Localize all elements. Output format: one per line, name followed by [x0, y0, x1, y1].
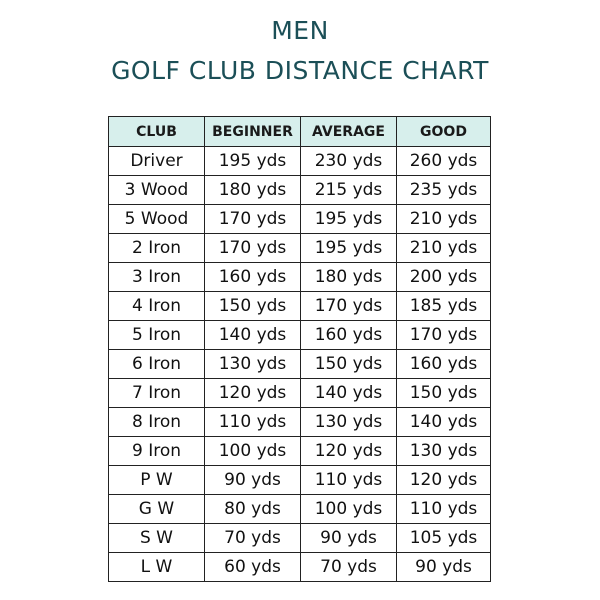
cell-club: P W	[109, 466, 205, 495]
cell-average: 150 yds	[301, 350, 397, 379]
cell-good: 90 yds	[397, 553, 491, 582]
table-row	[109, 176, 491, 205]
cell-beginner: 100 yds	[205, 437, 301, 466]
table-row	[109, 205, 491, 234]
cell-club: 7 Iron	[109, 379, 205, 408]
table-row	[109, 553, 491, 582]
cell-club: S W	[109, 524, 205, 553]
cell-club: G W	[109, 495, 205, 524]
cell-good: 260 yds	[397, 147, 491, 176]
cell-good: 160 yds	[397, 350, 491, 379]
cell-beginner: 170 yds	[205, 234, 301, 263]
cell-beginner: 130 yds	[205, 350, 301, 379]
cell-good: 120 yds	[397, 466, 491, 495]
cell-club: 3 Iron	[109, 263, 205, 292]
cell-average: 90 yds	[301, 524, 397, 553]
cell-average: 230 yds	[301, 147, 397, 176]
cell-average: 100 yds	[301, 495, 397, 524]
cell-good: 130 yds	[397, 437, 491, 466]
cell-beginner: 140 yds	[205, 321, 301, 350]
cell-club: 3 Wood	[109, 176, 205, 205]
cell-beginner: 80 yds	[205, 495, 301, 524]
table-row	[109, 292, 491, 321]
cell-average: 130 yds	[301, 408, 397, 437]
cell-beginner: 195 yds	[205, 147, 301, 176]
cell-club: 8 Iron	[109, 408, 205, 437]
cell-good: 210 yds	[397, 234, 491, 263]
cell-club: 5 Wood	[109, 205, 205, 234]
table-row	[109, 234, 491, 263]
cell-good: 105 yds	[397, 524, 491, 553]
page-title-men: MEN	[271, 16, 329, 45]
page-title-chart: GOLF CLUB DISTANCE CHART	[111, 56, 489, 85]
table-header-row	[109, 117, 491, 147]
cell-club: Driver	[109, 147, 205, 176]
cell-average: 160 yds	[301, 321, 397, 350]
cell-beginner: 160 yds	[205, 263, 301, 292]
cell-beginner: 150 yds	[205, 292, 301, 321]
cell-good: 110 yds	[397, 495, 491, 524]
table-row	[109, 437, 491, 466]
cell-average: 195 yds	[301, 205, 397, 234]
cell-average: 70 yds	[301, 553, 397, 582]
cell-club: 9 Iron	[109, 437, 205, 466]
table-row	[109, 147, 491, 176]
table-row	[109, 350, 491, 379]
cell-average: 140 yds	[301, 379, 397, 408]
cell-beginner: 180 yds	[205, 176, 301, 205]
cell-beginner: 70 yds	[205, 524, 301, 553]
table-row	[109, 379, 491, 408]
cell-beginner: 60 yds	[205, 553, 301, 582]
cell-club: 2 Iron	[109, 234, 205, 263]
column-header-good: GOOD	[397, 117, 491, 147]
column-header-average: AVERAGE	[301, 117, 397, 147]
cell-beginner: 90 yds	[205, 466, 301, 495]
cell-beginner: 120 yds	[205, 379, 301, 408]
cell-good: 200 yds	[397, 263, 491, 292]
cell-good: 170 yds	[397, 321, 491, 350]
table-row	[109, 263, 491, 292]
cell-club: 5 Iron	[109, 321, 205, 350]
distance-table	[108, 116, 491, 582]
table-row	[109, 495, 491, 524]
table-row	[109, 408, 491, 437]
column-header-club: CLUB	[109, 117, 205, 147]
cell-club: 4 Iron	[109, 292, 205, 321]
cell-average: 110 yds	[301, 466, 397, 495]
cell-average: 170 yds	[301, 292, 397, 321]
cell-beginner: 170 yds	[205, 205, 301, 234]
cell-club: L W	[109, 553, 205, 582]
column-header-beginner: BEGINNER	[205, 117, 301, 147]
cell-average: 215 yds	[301, 176, 397, 205]
cell-good: 140 yds	[397, 408, 491, 437]
table-row	[109, 321, 491, 350]
cell-good: 185 yds	[397, 292, 491, 321]
table-row	[109, 466, 491, 495]
cell-beginner: 110 yds	[205, 408, 301, 437]
cell-good: 150 yds	[397, 379, 491, 408]
cell-good: 235 yds	[397, 176, 491, 205]
cell-club: 6 Iron	[109, 350, 205, 379]
cell-good: 210 yds	[397, 205, 491, 234]
table-body	[109, 147, 491, 582]
cell-average: 120 yds	[301, 437, 397, 466]
cell-average: 195 yds	[301, 234, 397, 263]
table-row	[109, 524, 491, 553]
cell-average: 180 yds	[301, 263, 397, 292]
